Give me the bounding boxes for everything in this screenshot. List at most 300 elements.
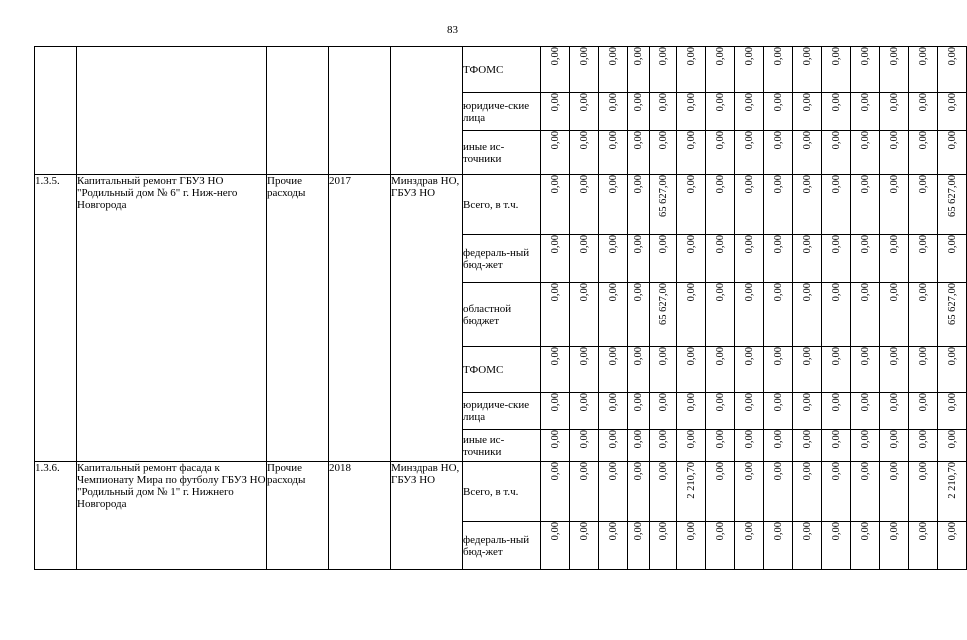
value-cell: [938, 283, 967, 347]
value-cell: [706, 430, 735, 462]
value-text: 0,00: [801, 347, 813, 366]
value-cell: [706, 131, 735, 175]
executor-cell: Минздрав НО, ГБУЗ НО: [391, 175, 463, 462]
value-text: 0,00: [633, 522, 644, 541]
value-cell: [706, 47, 735, 93]
funding-source-cell: областной бюджет: [463, 283, 541, 347]
value-text: 0,00: [772, 462, 784, 481]
value-cell: [822, 47, 851, 93]
value-cell: [599, 430, 628, 462]
value-cell: [851, 347, 880, 393]
value-cell: [880, 430, 909, 462]
value-cell: [822, 462, 851, 522]
value-cell: [735, 93, 764, 131]
value-cell: [938, 462, 967, 522]
value-cell: [764, 47, 793, 93]
value-text: 0,00: [578, 131, 590, 150]
value-cell: [909, 283, 938, 347]
value-cell: [822, 522, 851, 570]
item-code-cell: [35, 47, 77, 175]
value-cell: [599, 131, 628, 175]
value-cell: [880, 283, 909, 347]
value-cell: [650, 47, 677, 93]
value-cell: [628, 462, 650, 522]
value-text: 0,00: [743, 462, 755, 481]
value-text: 0,00: [607, 93, 619, 112]
value-cell: [909, 393, 938, 430]
value-text: 0,00: [714, 522, 726, 541]
value-text: 0,00: [801, 393, 813, 412]
value-text: 0,00: [633, 283, 644, 302]
value-cell: [650, 235, 677, 283]
value-cell: [880, 47, 909, 93]
value-text: 0,00: [549, 131, 561, 150]
value-cell: [650, 430, 677, 462]
value-cell: [541, 430, 570, 462]
value-cell: [822, 131, 851, 175]
value-cell: [628, 47, 650, 93]
funding-source-cell: Всего, в т.ч.: [463, 462, 541, 522]
value-text: 0,00: [946, 430, 958, 449]
value-text: 0,00: [633, 131, 644, 150]
value-cell: [541, 131, 570, 175]
value-text: 65 627,00: [657, 283, 669, 325]
funding-source-cell: федераль-ный бюд-жет: [463, 235, 541, 283]
value-cell: [909, 131, 938, 175]
value-cell: [677, 430, 706, 462]
value-cell: [650, 175, 677, 235]
value-cell: [541, 347, 570, 393]
item-name-cell: Капитальный ремонт ГБУЗ НО "Родильный дом № 6" г. Ниж-него Новгорода: [77, 175, 267, 462]
value-cell: [822, 347, 851, 393]
value-cell: [764, 235, 793, 283]
value-cell: [570, 47, 599, 93]
value-text: 0,00: [714, 462, 726, 481]
value-text: 0,00: [607, 393, 619, 412]
value-text: 0,00: [917, 430, 929, 449]
value-cell: [909, 93, 938, 131]
value-cell: [706, 235, 735, 283]
value-cell: [706, 393, 735, 430]
funding-source-cell: иные ис-точники: [463, 131, 541, 175]
budget-table: [34, 46, 967, 570]
value-text: 0,00: [578, 235, 590, 254]
value-text: 0,00: [917, 347, 929, 366]
value-text: 0,00: [801, 462, 813, 481]
value-text: 0,00: [685, 235, 697, 254]
value-cell: [822, 93, 851, 131]
value-text: 0,00: [946, 393, 958, 412]
value-text: 0,00: [772, 393, 784, 412]
value-text: 0,00: [714, 347, 726, 366]
value-text: 0,00: [917, 47, 929, 66]
value-text: 0,00: [685, 93, 697, 112]
funding-source-cell: Всего, в т.ч.: [463, 175, 541, 235]
value-cell: [599, 347, 628, 393]
value-cell: [880, 462, 909, 522]
value-cell: [650, 462, 677, 522]
value-cell: [880, 393, 909, 430]
table-row: [35, 47, 967, 93]
value-text: 0,00: [946, 47, 958, 66]
value-text: 0,00: [633, 235, 644, 254]
value-cell: [570, 347, 599, 393]
value-text: 0,00: [859, 131, 871, 150]
funding-source-cell: юридиче-ские лица: [463, 93, 541, 131]
item-code-cell: 1.3.5.: [35, 175, 77, 462]
value-text: 0,00: [743, 522, 755, 541]
value-text: 0,00: [743, 393, 755, 412]
value-text: 0,00: [714, 430, 726, 449]
value-cell: [793, 462, 822, 522]
value-cell: [735, 430, 764, 462]
value-cell: [599, 93, 628, 131]
value-text: 0,00: [657, 131, 669, 150]
value-cell: [764, 462, 793, 522]
value-cell: [628, 430, 650, 462]
value-cell: [541, 393, 570, 430]
value-cell: [822, 235, 851, 283]
value-cell: [764, 93, 793, 131]
value-cell: [851, 235, 880, 283]
value-cell: [541, 522, 570, 570]
value-text: 0,00: [607, 131, 619, 150]
value-cell: [570, 430, 599, 462]
value-cell: [650, 93, 677, 131]
value-cell: [650, 131, 677, 175]
value-text: 0,00: [633, 347, 644, 366]
value-text: 0,00: [743, 47, 755, 66]
value-cell: [938, 347, 967, 393]
value-text: 0,00: [859, 522, 871, 541]
value-text: 0,00: [607, 522, 619, 541]
value-text: 0,00: [859, 93, 871, 112]
value-text: 0,00: [685, 175, 697, 194]
value-cell: [599, 47, 628, 93]
funding-source-cell: федераль-ный бюд-жет: [463, 522, 541, 570]
value-text: 0,00: [888, 175, 900, 194]
value-cell: [938, 175, 967, 235]
value-cell: [706, 522, 735, 570]
value-text: 2 210,70: [685, 462, 697, 499]
value-text: 0,00: [946, 93, 958, 112]
value-cell: [650, 347, 677, 393]
value-cell: [851, 393, 880, 430]
value-text: 0,00: [714, 393, 726, 412]
value-cell: [628, 393, 650, 430]
value-text: 0,00: [801, 47, 813, 66]
value-cell: [706, 175, 735, 235]
value-text: 0,00: [633, 393, 644, 412]
value-cell: [677, 462, 706, 522]
value-cell: [599, 522, 628, 570]
value-text: 0,00: [743, 430, 755, 449]
value-text: 0,00: [743, 175, 755, 194]
value-cell: [599, 235, 628, 283]
value-cell: [909, 235, 938, 283]
year-cell: [329, 47, 391, 175]
value-text: 0,00: [743, 131, 755, 150]
value-text: 0,00: [685, 430, 697, 449]
executor-cell: [391, 47, 463, 175]
value-text: 0,00: [772, 430, 784, 449]
value-cell: [851, 131, 880, 175]
value-cell: [628, 131, 650, 175]
value-text: 0,00: [549, 47, 561, 66]
value-cell: [851, 430, 880, 462]
value-cell: [793, 283, 822, 347]
value-cell: [822, 283, 851, 347]
value-text: 0,00: [772, 93, 784, 112]
value-text: 0,00: [657, 93, 669, 112]
value-text: 0,00: [859, 393, 871, 412]
value-cell: [570, 522, 599, 570]
funding-source-cell: ТФОМС: [463, 47, 541, 93]
value-text: 0,00: [633, 175, 644, 194]
value-text: 0,00: [830, 47, 842, 66]
value-text: 0,00: [607, 47, 619, 66]
expense-type-cell: Прочие расходы: [267, 175, 329, 462]
value-cell: [938, 93, 967, 131]
expense-type-cell: Прочие расходы: [267, 462, 329, 570]
value-cell: [851, 283, 880, 347]
value-cell: [764, 347, 793, 393]
value-cell: [541, 235, 570, 283]
value-text: 0,00: [859, 47, 871, 66]
value-cell: [735, 175, 764, 235]
value-cell: [628, 522, 650, 570]
page-number: 83: [447, 24, 458, 36]
value-cell: [599, 393, 628, 430]
value-cell: [793, 522, 822, 570]
value-text: 0,00: [657, 393, 669, 412]
value-cell: [764, 393, 793, 430]
value-cell: [793, 430, 822, 462]
value-cell: [735, 47, 764, 93]
value-cell: [938, 522, 967, 570]
table-row: [35, 175, 967, 235]
value-text: 0,00: [946, 235, 958, 254]
value-cell: [909, 462, 938, 522]
value-text: 0,00: [917, 235, 929, 254]
value-cell: [851, 93, 880, 131]
funding-source-cell: ТФОМС: [463, 347, 541, 393]
value-text: 0,00: [578, 522, 590, 541]
value-text: 0,00: [772, 522, 784, 541]
value-cell: [938, 393, 967, 430]
value-text: 0,00: [917, 93, 929, 112]
value-text: 0,00: [772, 347, 784, 366]
value-cell: [677, 47, 706, 93]
value-text: 0,00: [917, 522, 929, 541]
value-text: 0,00: [946, 131, 958, 150]
value-cell: [628, 235, 650, 283]
value-cell: [677, 175, 706, 235]
value-text: 0,00: [830, 393, 842, 412]
funding-source-cell: юридиче-ские лица: [463, 393, 541, 430]
value-text: 0,00: [685, 347, 697, 366]
value-cell: [706, 93, 735, 131]
value-cell: [650, 283, 677, 347]
value-cell: [706, 347, 735, 393]
value-text: 0,00: [714, 131, 726, 150]
value-cell: [938, 131, 967, 175]
value-text: 0,00: [607, 462, 619, 481]
value-text: 0,00: [772, 283, 784, 302]
value-cell: [880, 93, 909, 131]
value-cell: [735, 522, 764, 570]
value-cell: [570, 393, 599, 430]
value-text: 0,00: [578, 347, 590, 366]
value-text: 0,00: [801, 131, 813, 150]
value-text: 0,00: [549, 522, 561, 541]
value-cell: [735, 347, 764, 393]
value-text: 0,00: [578, 175, 590, 194]
value-cell: [793, 393, 822, 430]
value-text: 0,00: [917, 462, 929, 481]
value-text: 0,00: [888, 283, 900, 302]
value-cell: [677, 131, 706, 175]
value-text: 0,00: [714, 235, 726, 254]
value-text: 0,00: [633, 430, 644, 449]
value-text: 0,00: [549, 462, 561, 481]
value-text: 0,00: [801, 175, 813, 194]
value-text: 0,00: [633, 93, 644, 112]
value-cell: [541, 47, 570, 93]
value-cell: [570, 131, 599, 175]
value-text: 0,00: [714, 93, 726, 112]
value-cell: [628, 175, 650, 235]
value-text: 0,00: [578, 283, 590, 302]
value-text: 0,00: [578, 93, 590, 112]
value-cell: [880, 175, 909, 235]
value-text: 0,00: [714, 47, 726, 66]
value-text: 0,00: [946, 522, 958, 541]
value-text: 0,00: [549, 235, 561, 254]
value-text: 0,00: [772, 175, 784, 194]
value-text: 2 210,70: [946, 462, 958, 499]
value-text: 0,00: [549, 393, 561, 412]
value-cell: [628, 283, 650, 347]
value-cell: [909, 175, 938, 235]
value-text: 0,00: [607, 283, 619, 302]
value-text: 0,00: [549, 175, 561, 194]
value-text: 0,00: [946, 347, 958, 366]
value-text: 0,00: [830, 347, 842, 366]
value-cell: [735, 235, 764, 283]
table-row: [35, 462, 967, 522]
value-text: 0,00: [888, 131, 900, 150]
value-cell: [599, 283, 628, 347]
value-text: 0,00: [578, 393, 590, 412]
item-code-cell: 1.3.6.: [35, 462, 77, 570]
value-text: 0,00: [607, 175, 619, 194]
value-cell: [570, 462, 599, 522]
value-text: 0,00: [714, 175, 726, 194]
value-cell: [793, 93, 822, 131]
value-cell: [938, 430, 967, 462]
value-text: 0,00: [888, 235, 900, 254]
value-text: 0,00: [685, 393, 697, 412]
value-cell: [909, 347, 938, 393]
value-cell: [880, 347, 909, 393]
value-text: 0,00: [657, 430, 669, 449]
value-cell: [570, 175, 599, 235]
value-cell: [851, 522, 880, 570]
item-name-cell: [77, 47, 267, 175]
value-text: 0,00: [859, 347, 871, 366]
value-cell: [706, 462, 735, 522]
value-text: 0,00: [578, 47, 590, 66]
value-text: 0,00: [888, 430, 900, 449]
value-cell: [677, 347, 706, 393]
value-text: 0,00: [830, 93, 842, 112]
value-text: 0,00: [830, 235, 842, 254]
value-text: 0,00: [830, 522, 842, 541]
year-cell: 2017: [329, 175, 391, 462]
value-cell: [735, 393, 764, 430]
value-text: 0,00: [714, 283, 726, 302]
value-text: 0,00: [743, 235, 755, 254]
value-cell: [541, 93, 570, 131]
value-text: 0,00: [657, 47, 669, 66]
value-cell: [735, 283, 764, 347]
value-text: 0,00: [772, 47, 784, 66]
expense-type-cell: [267, 47, 329, 175]
value-text: 0,00: [888, 93, 900, 112]
value-text: 0,00: [685, 131, 697, 150]
value-text: 0,00: [685, 47, 697, 66]
value-cell: [793, 47, 822, 93]
value-text: 0,00: [830, 283, 842, 302]
value-cell: [793, 347, 822, 393]
value-cell: [822, 430, 851, 462]
value-text: 0,00: [607, 235, 619, 254]
value-cell: [628, 347, 650, 393]
value-cell: [541, 283, 570, 347]
value-text: 65 627,00: [946, 283, 958, 325]
value-text: 0,00: [578, 462, 590, 481]
value-cell: [851, 175, 880, 235]
value-cell: [822, 175, 851, 235]
value-cell: [599, 175, 628, 235]
value-text: 0,00: [578, 430, 590, 449]
value-cell: [570, 93, 599, 131]
value-text: 0,00: [549, 347, 561, 366]
value-text: 0,00: [549, 430, 561, 449]
value-cell: [822, 393, 851, 430]
value-text: 0,00: [830, 430, 842, 449]
value-cell: [909, 47, 938, 93]
value-cell: [541, 175, 570, 235]
value-text: 0,00: [917, 131, 929, 150]
value-text: 0,00: [888, 393, 900, 412]
value-cell: [880, 235, 909, 283]
value-text: 0,00: [549, 283, 561, 302]
value-text: 0,00: [888, 522, 900, 541]
value-cell: [764, 430, 793, 462]
value-cell: [677, 283, 706, 347]
value-text: 0,00: [607, 347, 619, 366]
value-text: 0,00: [859, 235, 871, 254]
value-cell: [851, 47, 880, 93]
value-text: 0,00: [772, 235, 784, 254]
value-cell: [880, 131, 909, 175]
value-text: 0,00: [772, 131, 784, 150]
value-text: 65 627,00: [657, 175, 669, 217]
value-text: 0,00: [830, 462, 842, 481]
value-cell: [570, 235, 599, 283]
